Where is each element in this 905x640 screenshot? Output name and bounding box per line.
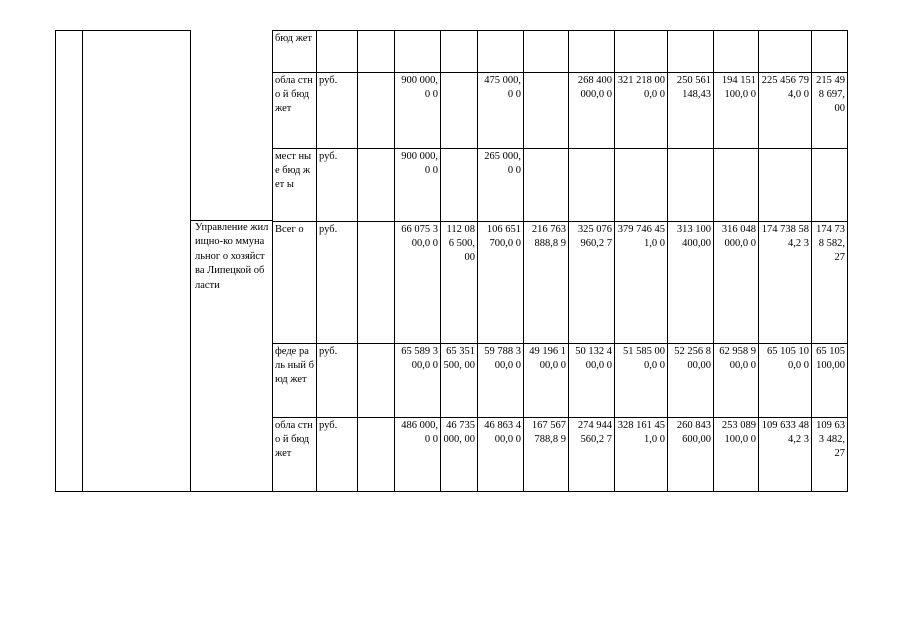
table-row xyxy=(273,222,848,344)
unit-cell xyxy=(317,31,358,73)
value-cell: 274 944 560,2 7 xyxy=(569,418,615,492)
value-cell: 325 076 960,2 7 xyxy=(569,222,615,344)
value-cell xyxy=(668,31,714,73)
value-cell xyxy=(524,149,569,222)
value-cell: 65 105 100,00 xyxy=(812,344,848,418)
value-cell: 260 843 600,00 xyxy=(668,418,714,492)
value-cell: 174 738 584,2 3 xyxy=(759,222,812,344)
source-cell: обла стно й бюд жет xyxy=(273,73,317,149)
source-cell: бюд жет xyxy=(273,31,317,73)
value-cell: 167 567 788,8 9 xyxy=(524,418,569,492)
unit-cell: руб. xyxy=(317,222,358,344)
value-cell: 59 788 300,0 0 xyxy=(478,344,524,418)
value-cell: 65 351 500, 00 xyxy=(441,344,478,418)
unit-cell: руб. xyxy=(317,418,358,492)
value-cell xyxy=(569,31,615,73)
value-cell: 49 196 100,0 0 xyxy=(524,344,569,418)
value-cell xyxy=(358,418,395,492)
unit-cell: руб. xyxy=(317,344,358,418)
value-cell: 316 048 000,0 0 xyxy=(714,222,759,344)
value-cell: 268 400 000,0 0 xyxy=(569,73,615,149)
value-cell: 65 105 100,0 0 xyxy=(759,344,812,418)
value-cell xyxy=(569,149,615,222)
value-cell: 109 633 484,2 3 xyxy=(759,418,812,492)
value-cell xyxy=(441,31,478,73)
value-cell xyxy=(441,73,478,149)
column-border xyxy=(55,30,56,491)
value-cell: 900 000,0 0 xyxy=(395,73,441,149)
source-cell: Всег о xyxy=(273,222,317,344)
value-cell xyxy=(358,222,395,344)
row-border xyxy=(55,491,272,492)
value-cell: 225 456 794,0 0 xyxy=(759,73,812,149)
value-cell xyxy=(358,344,395,418)
value-cell: 62 958 900,0 0 xyxy=(714,344,759,418)
table-row xyxy=(273,344,848,418)
value-cell: 65 589 300,0 0 xyxy=(395,344,441,418)
value-cell xyxy=(358,31,395,73)
source-cell: мест ные бюд жет ы xyxy=(273,149,317,222)
value-cell: 109 633 482,27 xyxy=(812,418,848,492)
source-cell: обла стно й бюд жет xyxy=(273,418,317,492)
organization-name: Управление жилищно-ко ммунальног о хозяйства Липецкой области xyxy=(195,222,269,291)
value-cell: 250 561 148,43 xyxy=(668,73,714,149)
value-cell: 46 863 400,0 0 xyxy=(478,418,524,492)
value-cell xyxy=(714,31,759,73)
value-cell: 50 132 400,0 0 xyxy=(569,344,615,418)
table-row xyxy=(273,418,848,492)
value-cell xyxy=(395,31,441,73)
value-cell xyxy=(358,149,395,222)
unit-cell: руб. xyxy=(317,149,358,222)
table-row xyxy=(273,149,848,222)
column-border xyxy=(82,30,83,491)
value-cell xyxy=(615,31,668,73)
value-cell: 46 735 000, 00 xyxy=(441,418,478,492)
source-cell: феде раль ный бюд жет xyxy=(273,344,317,418)
budget-table xyxy=(272,30,848,492)
value-cell xyxy=(812,149,848,222)
value-cell xyxy=(358,73,395,149)
value-cell xyxy=(759,31,812,73)
unit-cell: руб. xyxy=(317,73,358,149)
value-cell: 174 738 582,27 xyxy=(812,222,848,344)
value-cell xyxy=(668,149,714,222)
value-cell xyxy=(524,31,569,73)
value-cell: 328 161 451,0 0 xyxy=(615,418,668,492)
table-row xyxy=(273,73,848,149)
row-border xyxy=(55,30,190,31)
column-border xyxy=(190,30,191,491)
value-cell: 106 651 700,0 0 xyxy=(478,222,524,344)
value-cell: 265 000,0 0 xyxy=(478,149,524,222)
value-cell: 379 746 451,0 0 xyxy=(615,222,668,344)
value-cell: 216 763 888,8 9 xyxy=(524,222,569,344)
value-cell: 900 000,0 0 xyxy=(395,149,441,222)
value-cell xyxy=(441,149,478,222)
value-cell: 52 256 800,00 xyxy=(668,344,714,418)
value-cell: 51 585 000,0 0 xyxy=(615,344,668,418)
value-cell: 66 075 300,0 0 xyxy=(395,222,441,344)
value-cell xyxy=(714,149,759,222)
value-cell xyxy=(759,149,812,222)
value-cell: 313 100 400,00 xyxy=(668,222,714,344)
value-cell: 321 218 000,0 0 xyxy=(615,73,668,149)
value-cell xyxy=(478,31,524,73)
value-cell: 194 151 100,0 0 xyxy=(714,73,759,149)
value-cell: 215 498 697,00 xyxy=(812,73,848,149)
value-cell xyxy=(615,149,668,222)
value-cell xyxy=(812,31,848,73)
value-cell: 253 089 100,0 0 xyxy=(714,418,759,492)
value-cell: 486 000,0 0 xyxy=(395,418,441,492)
table-row xyxy=(273,31,848,73)
value-cell: 475 000,0 0 xyxy=(478,73,524,149)
value-cell xyxy=(524,73,569,149)
value-cell: 112 086 500, 00 xyxy=(441,222,478,344)
